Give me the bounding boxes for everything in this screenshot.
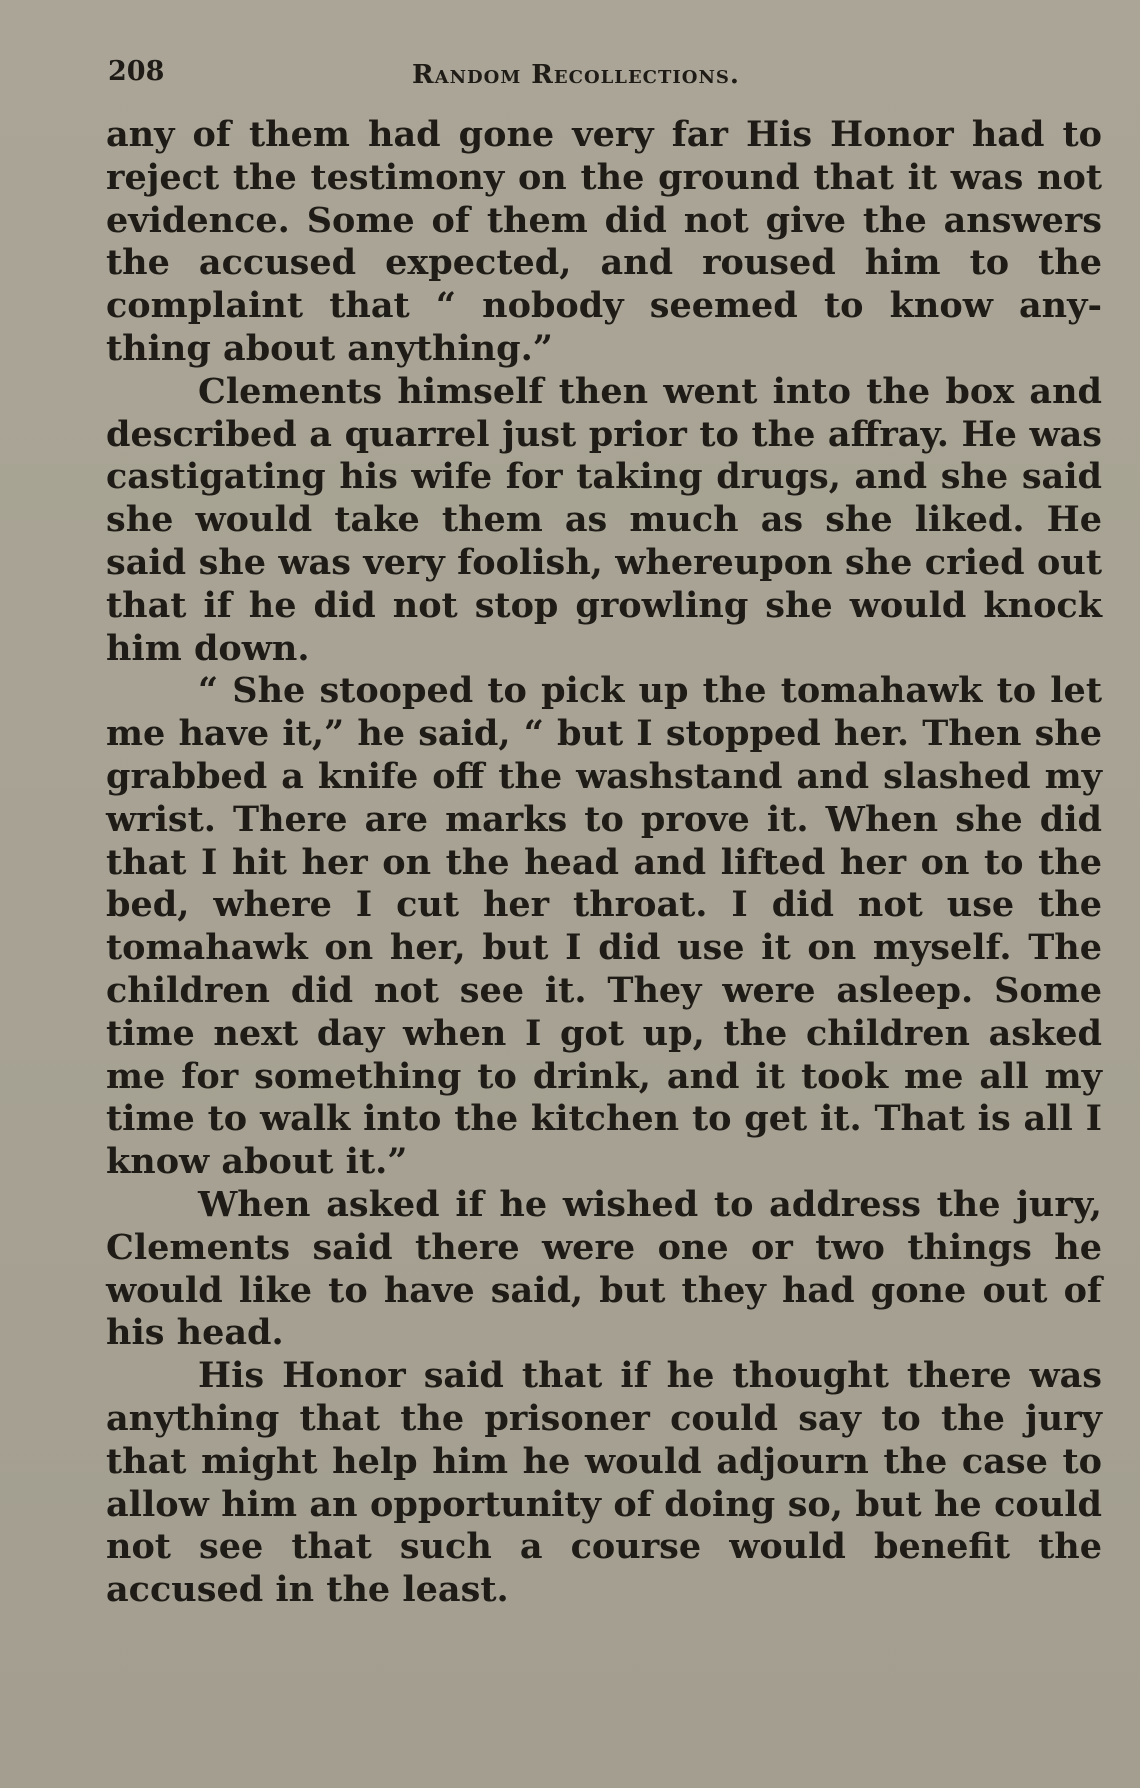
body-text [106, 114, 1102, 1612]
page-number: 208 [108, 56, 165, 87]
paragraph-2: Clements himself then went into the box and described a quarrel just prior to the affray. He was castigating his wife for taking drugs, and she said she would take them as much as she liked. He said she was very foolish, whereupon she cried out that if he did not stop growling she would knock him down. [106, 370, 1102, 669]
paragraph-4: When asked if he wished to address the jury, Clements said there were one or two things he would like to have said, but they had gone out of his head. [106, 1183, 1102, 1354]
page-header [108, 56, 1098, 96]
paragraph-5: His Honor said that if he thought there was anything that the prisoner could say to the jury that might help him he would adjourn the case to allow him an opportunity of doing so, but he could not see that such a course would benefit the accused in the least. [106, 1355, 1102, 1611]
paragraph-3: “ She stooped to pick up the tomahawk to let me have it,” he said, “ but I stopped her. Then she grabbed a knife off the washstand and slashed my wrist. There are marks to prove it. When she did that I hit her on the head and lifted her on to the bed, where I cut her throat. I did not use the tomahawk on her, but I did use it on myself. The children did not see it. They were asleep. Some time next day when I got up, the children asked me for something to drink, and it took me all my time to walk into the kitchen to get it. That is all I know about it.” [106, 670, 1102, 1183]
paragraph-1: any of them had gone very far His Honor had to reject the testimony on the ground that it was not evidence. Some of them did not give the answers the accused expected, and roused him to the complaint that “ nobody seemed to know any-thing about anything.” [106, 114, 1102, 369]
running-title: Random Recollections. [412, 60, 740, 90]
